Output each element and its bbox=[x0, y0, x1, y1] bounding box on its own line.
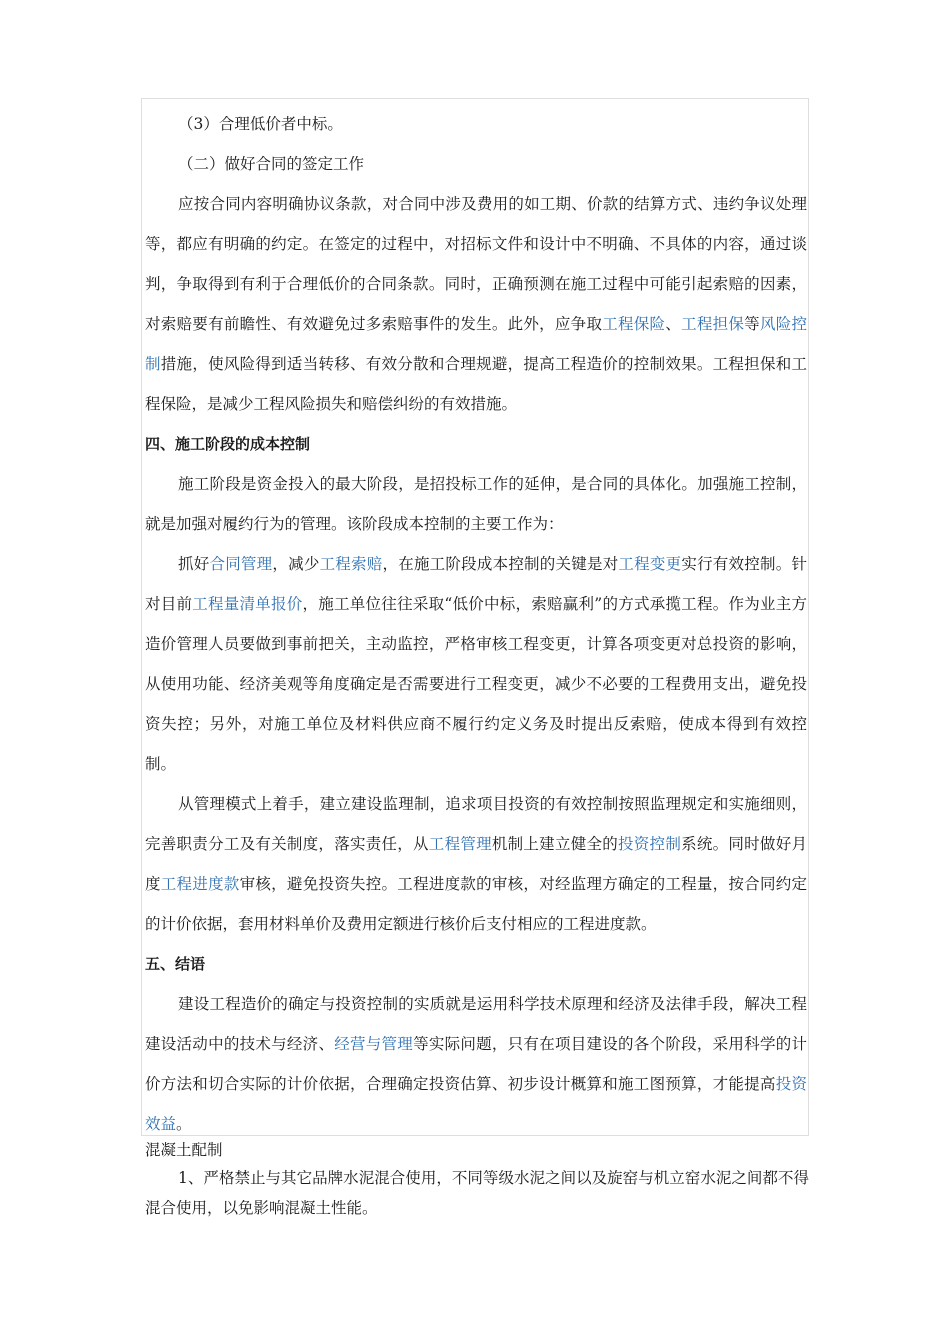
text-run: 等实际问题，只有在项目建设的各个阶段，采用科学的计价方法和切合实际的计价依据，合理确定投资估算、初步设计概算和施工图预算，才能提高 bbox=[145, 1035, 807, 1093]
text-run: 审核，避免投资失控。工程进度款的审核，对经监理方确定的工程量，按合同约定的计价依据，套用材料单价及费用定额进行核价后支付相应的工程进度款。 bbox=[145, 875, 807, 933]
link-operation-management[interactable]: 经营与管理 bbox=[334, 1035, 414, 1053]
concrete-paragraph: 1、严格禁止与其它品牌水泥混合使用，不同等级水泥之间以及旋窑与机立窑水泥之间都不得混合使用，以免影响混凝土性能。 bbox=[145, 1169, 809, 1217]
link-bill-of-quantities[interactable]: 工程量清单报价 bbox=[192, 595, 303, 613]
text-run: 实行有效控制。针对目前 bbox=[145, 555, 807, 613]
text-run: 从管理模式上着手，建立建设监理制，追求项目投资的有效控制按照监理规定和实施细则，完善职责分工及有关制度，落实责任，从 bbox=[145, 795, 807, 853]
link-contract-management[interactable]: 合同管理 bbox=[209, 555, 273, 573]
text-run: 、 bbox=[665, 315, 682, 333]
paragraph-construction-stage: 施工阶段是资金投入的最大阶段，是招投标工作的延伸，是合同的具体化。加强施工控制，就是加强对履约行为的管理。该阶段成本控制的主要工作为： bbox=[145, 475, 807, 533]
section-heading-construction-stage: 四、施工阶段的成本控制 bbox=[145, 435, 311, 453]
text-run: 建设工程造价的确定与投资控制的实质就是运用科学技术原理和经济及法律手段，解决工程建设活动中的技术与经济、 bbox=[145, 995, 807, 1053]
text-run: 系统。同时做好月度 bbox=[145, 835, 807, 893]
article-body bbox=[145, 104, 807, 1144]
text-run: 机制上建立健全的 bbox=[491, 835, 619, 853]
text-run: ，施工单位往往采取“低价中标，索赔赢利”的方式承揽工程。作为业主方造价管理人员要做到事前把关，主动监控，严格审核工程变更，计算各项变更对总投资的影响，从使用功能、经济美观等角度确定是否需要进行工程变更，减少不必要的工程费用支出，避免投资失控；另外，对施工单位及材料供应商不履行约定义务及时提出反索赔，使成本得到有效控制。 bbox=[145, 595, 807, 773]
link-investment-control[interactable]: 投资控制 bbox=[618, 835, 682, 853]
text-run: 措施，使风险得到适当转移、有效分散和合理规避，提高工程造价的控制效果。工程担保和工程保险，是减少工程风险损失和赔偿纠纷的有效措施。 bbox=[145, 355, 807, 413]
link-investment-benefit[interactable]: 投资效益 bbox=[145, 1075, 807, 1133]
link-engineering-guarantee[interactable]: 工程担保 bbox=[681, 315, 745, 333]
paragraph-supervision bbox=[145, 784, 807, 944]
text-run: 等 bbox=[744, 315, 760, 333]
link-engineering-insurance[interactable]: 工程保险 bbox=[602, 315, 666, 333]
text-run: 应按合同内容明确协议条款，对合同中涉及费用的如工期、价款的结算方式、违约争议处理等，都应有明确的约定。在签定的过程中，对招标文件和设计中不明确、不具体的内容，通过谈判，争取得到有利于合理低价的合同条款。同时，正确预测在施工过程中可能引起索赔的因素，对索赔要有前瞻性、有效避免过多索赔事件的发生。此外，应争取 bbox=[145, 195, 807, 333]
concrete-section bbox=[145, 1137, 809, 1223]
text-run: 抓好 bbox=[178, 555, 210, 573]
paragraph-contract-terms bbox=[145, 184, 807, 424]
link-risk-control[interactable]: 风险控制 bbox=[145, 315, 807, 373]
subheading-contract-signing: （二）做好合同的签定工作 bbox=[178, 155, 365, 173]
paragraph-change-control bbox=[145, 544, 807, 784]
section-heading-conclusion: 五、结语 bbox=[145, 955, 206, 973]
link-engineering-management[interactable]: 工程管理 bbox=[428, 835, 492, 853]
text-run: ，在施工阶段成本控制的关键是对 bbox=[382, 555, 619, 573]
paragraph-bid-rule: （3）合理低价者中标。 bbox=[178, 115, 343, 133]
concrete-title: 混凝土配制 bbox=[145, 1141, 223, 1159]
paragraph-conclusion bbox=[145, 984, 807, 1144]
link-progress-payment[interactable]: 工程进度款 bbox=[160, 875, 240, 893]
link-engineering-change[interactable]: 工程变更 bbox=[618, 555, 682, 573]
text-run: 。 bbox=[176, 1115, 192, 1133]
link-engineering-claims[interactable]: 工程索赔 bbox=[319, 555, 383, 573]
text-run: ，减少 bbox=[272, 555, 320, 573]
